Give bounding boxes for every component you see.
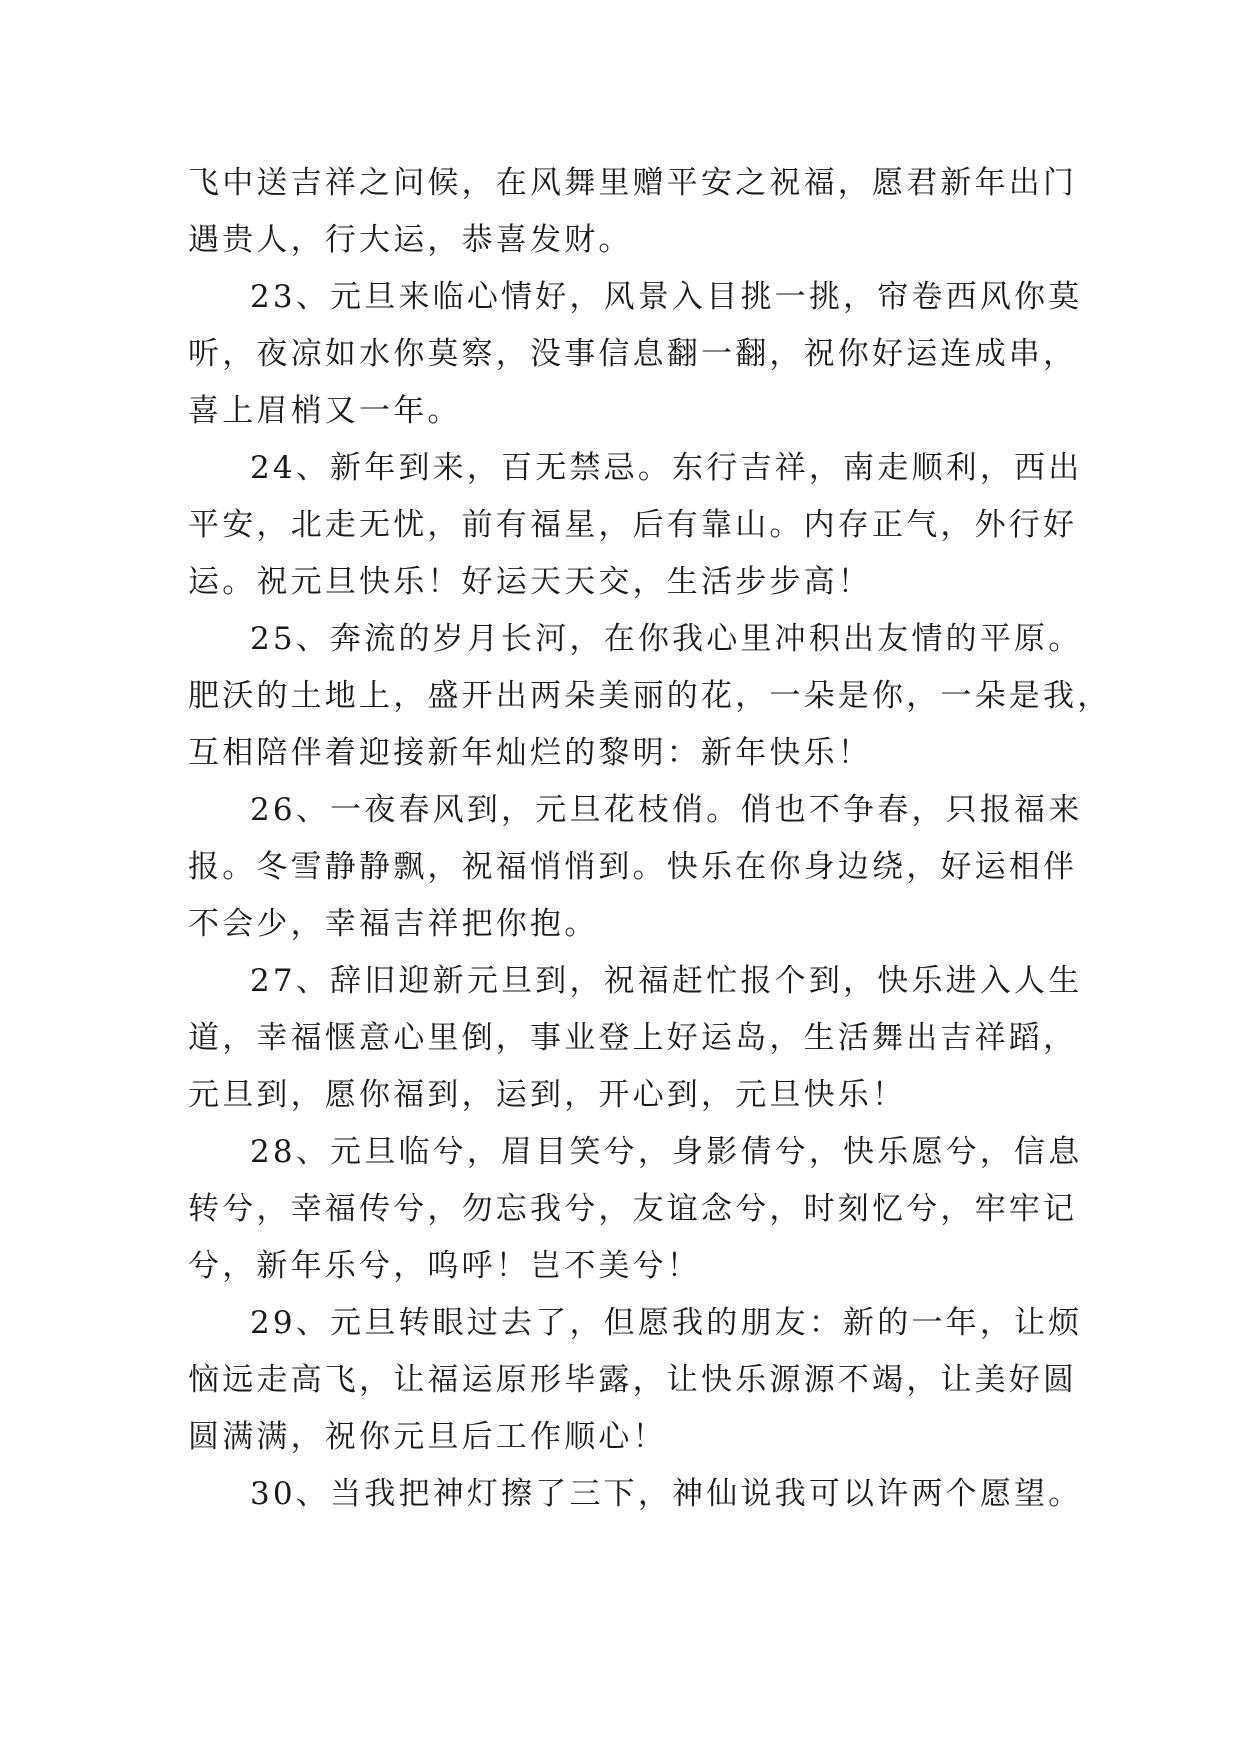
text-line: 元旦到，愿你福到，运到，开心到，元旦快乐！ xyxy=(188,1077,907,1113)
text-line: 平安，北走无忧，前有福星，后有靠山。内存正气，外行好 xyxy=(188,507,1078,543)
paragraph-26-start: 26、一夜春风到，元旦花枝俏。俏也不争春，只报福来 xyxy=(250,792,1083,828)
text-line: 听，夜凉如水你莫察，没事信息翻一翻，祝你好运连成串， xyxy=(188,336,1078,372)
paragraph-25-start: 25、奔流的岁月长河，在你我心里冲积出友情的平原。 xyxy=(250,621,1083,657)
paragraph-27-start: 27、辞旧迎新元旦到，祝福赶忙报个到，快乐进入人生 xyxy=(250,963,1083,999)
text-line: 喜上眉梢又一年。 xyxy=(188,393,462,429)
paragraph-28-start: 28、元旦临兮，眉目笑兮，身影倩兮，快乐愿兮，信息 xyxy=(250,1134,1083,1170)
text-line: 飞中送吉祥之问候，在风舞里赠平安之祝福，愿君新年出门 xyxy=(188,165,1078,201)
text-line: 道，幸福惬意心里倒，事业登上好运岛，生活舞出吉祥蹈， xyxy=(188,1020,1078,1056)
text-line: 互相陪伴着迎接新年灿烂的黎明：新年快乐！ xyxy=(188,735,872,771)
paragraph-23-start: 23、元旦来临心情好，风景入目挑一挑，帘卷西风你莫 xyxy=(250,279,1083,315)
text-line: 报。冬雪静静飘，祝福悄悄到。快乐在你身边绕，好运相伴 xyxy=(188,849,1078,885)
text-line: 运。祝元旦快乐！好运天天交，生活步步高！ xyxy=(188,564,872,600)
paragraph-29-start: 29、元旦转眼过去了，但愿我的朋友：新的一年，让烦 xyxy=(250,1305,1083,1341)
text-line: 恼远走高飞，让福运原形毕露，让快乐源源不竭，让美好圆 xyxy=(188,1362,1078,1398)
text-line: 肥沃的土地上，盛开出两朵美丽的花，一朵是你，一朵是我， xyxy=(188,678,1112,714)
text-line: 遇贵人，行大运，恭喜发财。 xyxy=(188,222,633,258)
text-line: 圆满满，祝你元旦后工作顺心！ xyxy=(188,1419,667,1455)
paragraph-30-start: 30、当我把神灯擦了三下，神仙说我可以许两个愿望。 xyxy=(250,1476,1083,1512)
text-line: 兮，新年乐兮，呜呼！岂不美兮！ xyxy=(188,1248,701,1284)
text-line: 不会少，幸福吉祥把你抱。 xyxy=(188,906,599,942)
text-line: 转兮，幸福传兮，勿忘我兮，友谊念兮，时刻忆兮，牢牢记 xyxy=(188,1191,1078,1227)
body-text xyxy=(188,155,1112,1523)
paragraph-24-start: 24、新年到来，百无禁忌。东行吉祥，南走顺利，西出 xyxy=(250,450,1083,486)
